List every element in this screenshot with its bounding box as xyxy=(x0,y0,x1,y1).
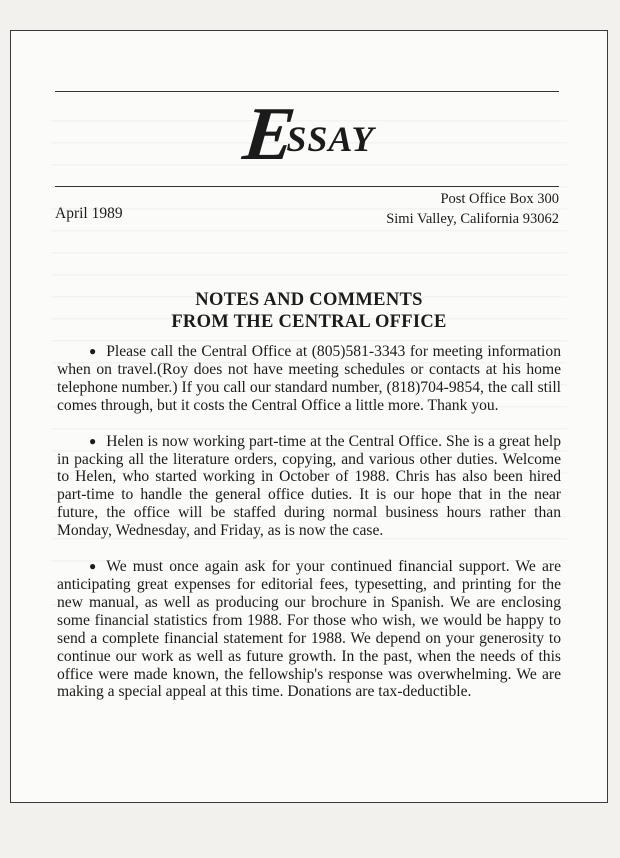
newsletter-page xyxy=(10,30,608,803)
paragraph-text: We must once again ask for your continued financial support. We are anticipating great expenses for editorial fees, typesetting, and printing for the new manual, as well as producing our brochure in Spanish. We are enclosing some financial statistics from 1988. For those who wish, we would be happy to send a complete financial statement for 1988. We depend on your generosity to continue our work as well as future growth. In the past, when the needs of this office were made known, the fellowship's response was overwhelming. We are making a special appeal at this time. Donations are tax-deductible. xyxy=(57,558,561,701)
address-line-1: Post Office Box 300 xyxy=(440,191,559,207)
masthead-top-rule xyxy=(55,91,559,92)
paragraph-contact xyxy=(57,343,561,415)
paragraph-text: Please call the Central Office at (805)581-3343 for meeting information when on travel.(Roy does not have meeting schedules or contacts at his home telephone number.) If you call our standard number, (818)704-9854, the call still comes through, but it costs the Central Office a little more. Thank you. xyxy=(57,343,561,414)
bullet-icon: ● xyxy=(89,559,97,574)
heading-line-1: NOTES AND COMMENTS xyxy=(195,290,423,310)
masthead-logo xyxy=(11,92,607,176)
masthead-title: SSAY xyxy=(286,119,375,159)
article-body xyxy=(57,343,561,719)
paragraph-staff xyxy=(57,433,561,540)
paragraph-finance xyxy=(57,558,561,701)
masthead-bottom-rule xyxy=(55,186,559,187)
masthead-initial: E xyxy=(239,92,299,176)
bullet-icon: ● xyxy=(89,344,97,358)
bullet-icon: ● xyxy=(89,433,97,448)
paragraph-text: Helen is now working part-time at the Central Office. She is a great help in packing all the literature orders, copying, and various other duties. Welcome to Helen, who started working in October of 1988. Chris has also been hired part-time to handle the general office duties. It is our hope that in the near future, the office will be staffed during normal business hours rather than Monday, Wednesday, and Friday, as is now the case. xyxy=(57,432,561,540)
mailing-address xyxy=(386,189,559,229)
issue-date: April 1989 xyxy=(55,205,123,222)
address-line-2: Simi Valley, California 93062 xyxy=(386,211,559,227)
heading-line-2: FROM THE CENTRAL OFFICE xyxy=(171,312,447,332)
section-heading xyxy=(11,289,607,333)
